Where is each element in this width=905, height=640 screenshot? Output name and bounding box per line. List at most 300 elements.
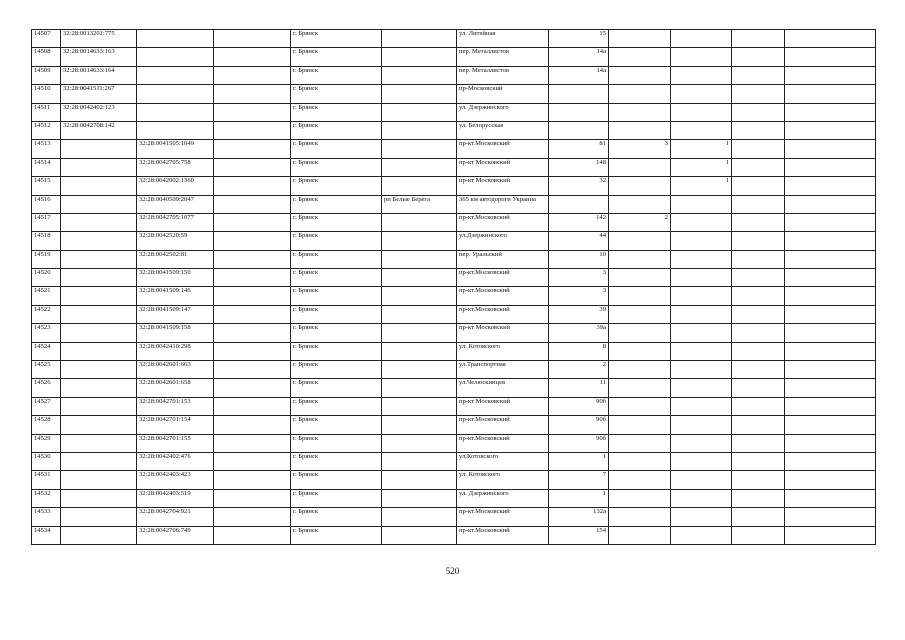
cell-city: г. Брянск xyxy=(291,121,382,139)
table-row xyxy=(32,140,876,158)
cell-flat-number xyxy=(671,379,732,397)
cell-empty xyxy=(785,121,876,139)
cell-locality xyxy=(382,213,457,231)
cell-locality xyxy=(382,158,457,176)
cell-city: г. Брянск xyxy=(291,452,382,470)
cell-record-number: 14524 xyxy=(32,342,61,360)
cell-empty xyxy=(214,324,291,342)
cell-street: пр-кт.Московский xyxy=(457,526,549,544)
cell-building-number xyxy=(609,177,671,195)
cell-empty xyxy=(214,195,291,213)
cell-house xyxy=(549,121,609,139)
cell-cadastral-number-building: 32:28:0042403:423 xyxy=(137,471,214,489)
cell-record-number: 14527 xyxy=(32,397,61,415)
cell-cadastral-number-building: 32:28:0042706:749 xyxy=(137,526,214,544)
cell-cadastral-number xyxy=(61,250,137,268)
cell-cadastral-number xyxy=(61,140,137,158)
cell-record-number: 14513 xyxy=(32,140,61,158)
table-row xyxy=(32,269,876,287)
cell-city: г. Брянск xyxy=(291,48,382,66)
cell-empty xyxy=(214,103,291,121)
cell-house: 2 xyxy=(549,361,609,379)
cell-empty xyxy=(785,48,876,66)
cell-empty xyxy=(732,30,785,48)
cell-locality xyxy=(382,324,457,342)
cell-cadastral-number-building: 32:28:0040509:2047 xyxy=(137,195,214,213)
cell-building-number xyxy=(609,452,671,470)
cell-locality xyxy=(382,66,457,84)
cell-flat-number xyxy=(671,471,732,489)
cell-building-number xyxy=(609,287,671,305)
cell-empty xyxy=(732,452,785,470)
cell-locality xyxy=(382,434,457,452)
cell-city: г. Брянск xyxy=(291,287,382,305)
table-row xyxy=(32,158,876,176)
cell-house: 11 xyxy=(549,379,609,397)
table-row xyxy=(32,30,876,48)
table-row xyxy=(32,287,876,305)
cell-cadastral-number-building: 32:28:0042410:298 xyxy=(137,342,214,360)
cell-building-number xyxy=(609,269,671,287)
cell-empty xyxy=(785,85,876,103)
cell-building-number xyxy=(609,158,671,176)
table-row xyxy=(32,121,876,139)
cell-empty xyxy=(785,103,876,121)
table-row xyxy=(32,48,876,66)
cell-cadastral-number-building: 32:28:0042701:154 xyxy=(137,416,214,434)
cell-flat-number xyxy=(671,305,732,323)
cell-building-number xyxy=(609,508,671,526)
cell-empty xyxy=(785,232,876,250)
cell-empty xyxy=(214,177,291,195)
table-row xyxy=(32,103,876,121)
cell-street: ул. Дзержинского xyxy=(457,489,549,507)
cell-cadastral-number-building: 32:28:0042002:1360 xyxy=(137,177,214,195)
cell-empty xyxy=(732,287,785,305)
cell-city: г. Брянск xyxy=(291,250,382,268)
cell-empty xyxy=(732,103,785,121)
cell-building-number xyxy=(609,434,671,452)
cell-cadastral-number xyxy=(61,361,137,379)
table-row xyxy=(32,66,876,84)
cell-city: г. Брянск xyxy=(291,195,382,213)
cell-record-number: 14510 xyxy=(32,85,61,103)
cell-street: ул. Котовского xyxy=(457,342,549,360)
cell-flat-number xyxy=(671,250,732,268)
cell-record-number: 14515 xyxy=(32,177,61,195)
cell-street: пр-кт.Московский xyxy=(457,305,549,323)
cell-empty xyxy=(785,269,876,287)
cell-city: г. Брянск xyxy=(291,342,382,360)
cell-cadastral-number-building: 32:28:0042403:519 xyxy=(137,489,214,507)
cell-locality xyxy=(382,471,457,489)
cell-city: г. Брянск xyxy=(291,103,382,121)
cell-cadastral-number: 32:28:0041511:267 xyxy=(61,85,137,103)
cell-empty xyxy=(732,489,785,507)
table-row xyxy=(32,471,876,489)
cell-city: г. Брянск xyxy=(291,526,382,544)
cell-street: ул. Котовского xyxy=(457,471,549,489)
cell-empty xyxy=(785,195,876,213)
cell-empty xyxy=(214,66,291,84)
cell-city: г. Брянск xyxy=(291,85,382,103)
cell-cadastral-number-building xyxy=(137,48,214,66)
cell-cadastral-number xyxy=(61,397,137,415)
cell-street: ул.Котовского xyxy=(457,452,549,470)
cell-house: 154 xyxy=(549,526,609,544)
cell-city: г. Брянск xyxy=(291,269,382,287)
cell-empty xyxy=(732,269,785,287)
cell-empty xyxy=(214,508,291,526)
cell-house: 1 xyxy=(549,489,609,507)
table-row xyxy=(32,195,876,213)
cell-building-number xyxy=(609,324,671,342)
cell-empty xyxy=(732,508,785,526)
cell-empty xyxy=(785,30,876,48)
cell-record-number: 14523 xyxy=(32,324,61,342)
cell-cadastral-number-building: 32:28:0041509:150 xyxy=(137,269,214,287)
cell-building-number xyxy=(609,66,671,84)
cell-city: г. Брянск xyxy=(291,434,382,452)
cell-record-number: 14525 xyxy=(32,361,61,379)
cell-locality xyxy=(382,30,457,48)
cell-empty xyxy=(785,342,876,360)
cell-locality xyxy=(382,305,457,323)
cell-city: г. Брянск xyxy=(291,324,382,342)
cell-flat-number xyxy=(671,121,732,139)
cell-cadastral-number xyxy=(61,452,137,470)
cell-empty xyxy=(214,158,291,176)
cell-building-number xyxy=(609,195,671,213)
cell-cadastral-number-building: 32:28:0042705:1077 xyxy=(137,213,214,231)
cell-building-number xyxy=(609,379,671,397)
cell-city: г. Брянск xyxy=(291,30,382,48)
cell-empty xyxy=(732,140,785,158)
cell-cadastral-number xyxy=(61,177,137,195)
cell-empty xyxy=(214,434,291,452)
cell-empty xyxy=(732,158,785,176)
cell-cadastral-number xyxy=(61,269,137,287)
cell-empty xyxy=(732,324,785,342)
cell-record-number: 14514 xyxy=(32,158,61,176)
cell-empty xyxy=(732,195,785,213)
cell-house: 32 xyxy=(549,177,609,195)
cell-flat-number xyxy=(671,269,732,287)
cell-city: г. Брянск xyxy=(291,379,382,397)
cell-cadastral-number xyxy=(61,342,137,360)
cell-empty xyxy=(732,177,785,195)
cell-empty xyxy=(785,66,876,84)
cell-city: г. Брянск xyxy=(291,213,382,231)
cell-cadastral-number-building: 32:28:0042701:155 xyxy=(137,434,214,452)
cell-empty xyxy=(214,232,291,250)
cell-locality xyxy=(382,416,457,434)
cell-locality xyxy=(382,103,457,121)
table-row xyxy=(32,177,876,195)
cell-building-number: 3 xyxy=(609,140,671,158)
cell-cadastral-number-building: 32:28:0042601:658 xyxy=(137,379,214,397)
cell-building-number xyxy=(609,232,671,250)
cell-empty xyxy=(214,48,291,66)
cell-flat-number xyxy=(671,85,732,103)
cell-street: пр-кт.Московский xyxy=(457,434,549,452)
cell-building-number xyxy=(609,30,671,48)
cell-house: 81 xyxy=(549,140,609,158)
cell-locality xyxy=(382,397,457,415)
cell-city: г. Брянск xyxy=(291,305,382,323)
cell-empty xyxy=(732,526,785,544)
cell-city: г. Брянск xyxy=(291,158,382,176)
cell-city: г. Брянск xyxy=(291,489,382,507)
table-row xyxy=(32,434,876,452)
table-row xyxy=(32,361,876,379)
cell-record-number: 14521 xyxy=(32,287,61,305)
cell-cadastral-number-building: 32:28:0042520:59 xyxy=(137,232,214,250)
cell-cadastral-number: 32:28:0042402:123 xyxy=(61,103,137,121)
cell-building-number xyxy=(609,361,671,379)
cell-street: пр-кт.Московский xyxy=(457,508,549,526)
cell-empty xyxy=(732,232,785,250)
cell-cadastral-number xyxy=(61,471,137,489)
cell-street: пр-кт.Московский xyxy=(457,140,549,158)
cell-building-number xyxy=(609,305,671,323)
table-row xyxy=(32,379,876,397)
cell-cadastral-number xyxy=(61,324,137,342)
cell-house: 14а xyxy=(549,48,609,66)
cell-record-number: 14516 xyxy=(32,195,61,213)
cell-empty xyxy=(785,434,876,452)
cell-empty xyxy=(785,140,876,158)
cell-empty xyxy=(214,526,291,544)
cell-record-number: 14531 xyxy=(32,471,61,489)
cell-street: пр-кт.Московский xyxy=(457,416,549,434)
page-number: 520 xyxy=(445,566,460,576)
cell-house: 90б xyxy=(549,397,609,415)
cell-house: 1 xyxy=(549,452,609,470)
cell-street: пер. Металлистов xyxy=(457,48,549,66)
cell-house: 10 xyxy=(549,250,609,268)
cell-cadastral-number-building xyxy=(137,121,214,139)
cell-house: 8 xyxy=(549,342,609,360)
cell-flat-number xyxy=(671,342,732,360)
cell-locality xyxy=(382,342,457,360)
cell-flat-number: 1 xyxy=(671,140,732,158)
table-row xyxy=(32,526,876,544)
cell-empty xyxy=(214,30,291,48)
cell-empty xyxy=(214,416,291,434)
cell-empty xyxy=(732,213,785,231)
cell-house: 3 xyxy=(549,269,609,287)
cell-empty xyxy=(214,85,291,103)
cell-cadastral-number: 32:28:0042708:142 xyxy=(61,121,137,139)
cell-building-number xyxy=(609,416,671,434)
table-row xyxy=(32,324,876,342)
cell-locality: рп Белые Берега xyxy=(382,195,457,213)
table-row xyxy=(32,250,876,268)
cell-empty xyxy=(785,213,876,231)
cell-record-number: 14534 xyxy=(32,526,61,544)
cell-empty xyxy=(785,471,876,489)
cell-cadastral-number-building: 32:28:0042705:758 xyxy=(137,158,214,176)
cell-record-number: 14520 xyxy=(32,269,61,287)
cell-street: ул.Челюскинцев xyxy=(457,379,549,397)
cell-street: пр-кт.Московский xyxy=(457,269,549,287)
cell-cadastral-number-building: 32:28:0041505:1049 xyxy=(137,140,214,158)
table-row xyxy=(32,305,876,323)
cell-building-number xyxy=(609,342,671,360)
cell-empty xyxy=(785,526,876,544)
cell-flat-number xyxy=(671,489,732,507)
cell-city: г. Брянск xyxy=(291,232,382,250)
cell-house: 148 xyxy=(549,158,609,176)
cell-house: 90б xyxy=(549,434,609,452)
cell-empty xyxy=(732,48,785,66)
cell-record-number: 14522 xyxy=(32,305,61,323)
cell-empty xyxy=(732,85,785,103)
cell-locality xyxy=(382,269,457,287)
cell-empty xyxy=(785,397,876,415)
cell-flat-number xyxy=(671,452,732,470)
cell-street: пр-кт Московский xyxy=(457,397,549,415)
cell-house: 14а xyxy=(549,66,609,84)
cell-empty xyxy=(214,452,291,470)
cell-locality xyxy=(382,140,457,158)
cell-flat-number xyxy=(671,213,732,231)
cell-empty xyxy=(214,379,291,397)
cell-house xyxy=(549,195,609,213)
cell-locality xyxy=(382,489,457,507)
cell-empty xyxy=(214,471,291,489)
cell-city: г. Брянск xyxy=(291,508,382,526)
cell-street: пр-кт.Московский xyxy=(457,213,549,231)
cell-flat-number xyxy=(671,103,732,121)
cell-building-number xyxy=(609,103,671,121)
cell-record-number: 14508 xyxy=(32,48,61,66)
cell-house: 39 xyxy=(549,305,609,323)
cell-empty xyxy=(732,434,785,452)
cell-cadastral-number xyxy=(61,305,137,323)
cell-cadastral-number xyxy=(61,232,137,250)
cell-street: пер. Уральский xyxy=(457,250,549,268)
cell-record-number: 14507 xyxy=(32,30,61,48)
cell-street: пр-кт Московский xyxy=(457,324,549,342)
cell-cadastral-number xyxy=(61,526,137,544)
cell-flat-number xyxy=(671,526,732,544)
cell-empty xyxy=(785,177,876,195)
cell-empty xyxy=(214,397,291,415)
cell-empty xyxy=(214,121,291,139)
cell-cadastral-number-building: 32:28:0041509:146 xyxy=(137,287,214,305)
table-row xyxy=(32,416,876,434)
cell-building-number xyxy=(609,489,671,507)
cell-city: г. Брянск xyxy=(291,471,382,489)
cell-locality xyxy=(382,508,457,526)
table-body xyxy=(32,30,876,545)
cell-empty xyxy=(785,452,876,470)
cell-empty xyxy=(785,158,876,176)
cell-street: пр-кт.Московский xyxy=(457,287,549,305)
cell-cadastral-number xyxy=(61,379,137,397)
cell-street: ул. Белорусская xyxy=(457,121,549,139)
cell-house xyxy=(549,103,609,121)
table-row xyxy=(32,232,876,250)
cell-cadastral-number xyxy=(61,287,137,305)
cell-locality xyxy=(382,177,457,195)
cell-cadastral-number-building: 32:28:0042502:81 xyxy=(137,250,214,268)
cell-empty xyxy=(214,489,291,507)
cell-flat-number xyxy=(671,361,732,379)
cell-empty xyxy=(785,379,876,397)
cell-empty xyxy=(214,287,291,305)
cell-cadastral-number-building: 32:28:0041509:158 xyxy=(137,324,214,342)
cell-record-number: 14509 xyxy=(32,66,61,84)
table-row xyxy=(32,452,876,470)
cell-empty xyxy=(214,140,291,158)
cell-record-number: 14511 xyxy=(32,103,61,121)
cell-cadastral-number-building: 32:28:0042601:663 xyxy=(137,361,214,379)
cell-locality xyxy=(382,379,457,397)
cell-empty xyxy=(785,324,876,342)
table-row xyxy=(32,489,876,507)
cell-locality xyxy=(382,287,457,305)
cell-street: ул. Литейная xyxy=(457,30,549,48)
cell-empty xyxy=(732,361,785,379)
cell-record-number: 14528 xyxy=(32,416,61,434)
cell-empty xyxy=(214,342,291,360)
cell-locality xyxy=(382,526,457,544)
cell-house: 44 xyxy=(549,232,609,250)
cell-empty xyxy=(785,508,876,526)
cell-cadastral-number: 32:28:0013201:775 xyxy=(61,30,137,48)
cell-empty xyxy=(732,471,785,489)
cell-city: г. Брянск xyxy=(291,140,382,158)
cell-cadastral-number-building xyxy=(137,85,214,103)
cell-flat-number xyxy=(671,232,732,250)
cell-building-number xyxy=(609,471,671,489)
cell-street: пр-кт Московский xyxy=(457,177,549,195)
cell-record-number: 14533 xyxy=(32,508,61,526)
cell-street: 365 км автодороги Украина xyxy=(457,195,549,213)
cell-empty xyxy=(214,361,291,379)
cell-record-number: 14518 xyxy=(32,232,61,250)
cell-cadastral-number xyxy=(61,489,137,507)
cell-cadastral-number xyxy=(61,416,137,434)
cell-building-number xyxy=(609,250,671,268)
cell-locality xyxy=(382,232,457,250)
cell-building-number xyxy=(609,85,671,103)
cell-street: ул.Транспортная xyxy=(457,361,549,379)
cell-cadastral-number-building xyxy=(137,103,214,121)
cell-empty xyxy=(214,305,291,323)
cell-record-number: 14532 xyxy=(32,489,61,507)
cell-city: г. Брянск xyxy=(291,361,382,379)
cell-record-number: 14517 xyxy=(32,213,61,231)
cell-locality xyxy=(382,361,457,379)
cell-locality xyxy=(382,250,457,268)
cell-empty xyxy=(214,213,291,231)
cell-cadastral-number xyxy=(61,195,137,213)
table-row xyxy=(32,85,876,103)
cell-house: 7 xyxy=(549,471,609,489)
cell-flat-number xyxy=(671,287,732,305)
cell-flat-number xyxy=(671,30,732,48)
cell-flat-number: 1 xyxy=(671,177,732,195)
cell-city: г. Брянск xyxy=(291,416,382,434)
cell-record-number: 14519 xyxy=(32,250,61,268)
cell-locality xyxy=(382,48,457,66)
cell-building-number xyxy=(609,526,671,544)
cell-flat-number xyxy=(671,416,732,434)
